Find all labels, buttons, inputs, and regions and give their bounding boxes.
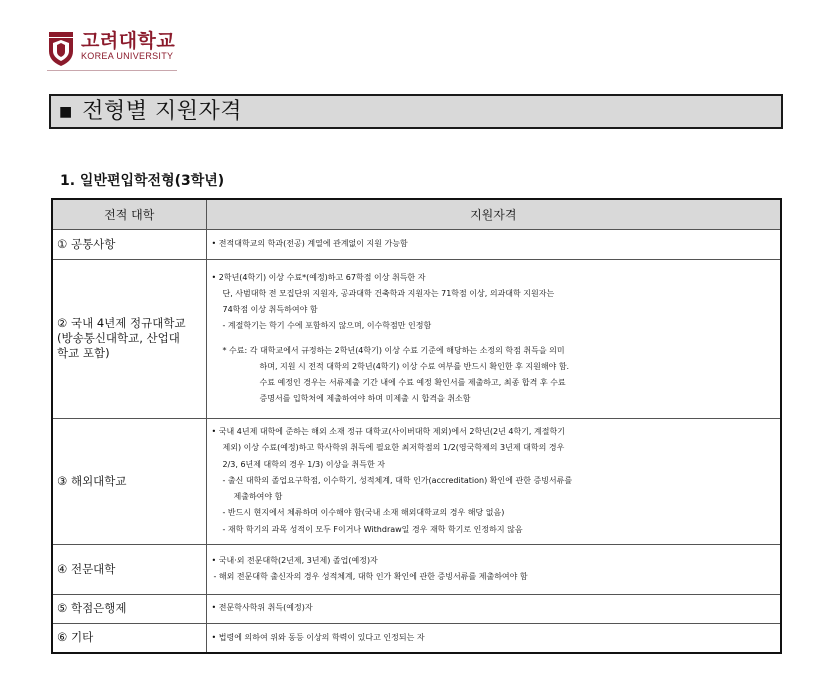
row-requirement	[206, 229, 781, 259]
row-category	[52, 623, 206, 653]
korea-university-logo	[47, 31, 175, 69]
table-row	[52, 259, 781, 418]
row-category	[52, 418, 206, 544]
square-bullet-icon: ■	[59, 103, 73, 120]
column-header-requirement: 지원자격	[206, 199, 781, 229]
row-category	[52, 259, 206, 418]
requirement-line: • 전적대학교의 학과(전공) 계열에 관계없이 지원 가능함	[211, 238, 408, 248]
table-row	[52, 418, 781, 544]
logo-korean-name: 고려대학교	[81, 30, 176, 52]
requirement-line: 단, 사범대학 전 모집단위 지원자, 공과대학 건축학과 지원자는 71학점 이상, 의과대학 지원자는	[222, 288, 555, 298]
row-requirement	[206, 544, 781, 594]
row-category	[52, 229, 206, 259]
requirement-line: - 재학 학기의 과목 성적이 모두 F이거나 Withdraw일 경우 재학 학기로 인정하지 않음	[222, 524, 523, 534]
requirement-line: 수료 예정인 경우는 서류제출 기간 내에 수료 예정 확인서를 제출하고, 최종 합격 후 수료	[259, 377, 566, 387]
column-header-category: 전적 대학	[52, 199, 206, 229]
category-line: 학교 포함)	[57, 346, 110, 360]
category-line: ① 공통사항	[57, 236, 116, 251]
table-row	[52, 229, 781, 259]
category-line: (방송통신대학교, 산업대	[57, 331, 180, 345]
table-row	[52, 544, 781, 594]
requirement-line: 2/3, 6년제 대학의 경우 1/3) 이상을 취득한 자	[222, 459, 385, 469]
category-line: ⑤ 학점은행제	[57, 601, 127, 615]
requirement-line: 하며, 지원 시 전적 대학의 2학년(4학기) 이상 수료 여부를 반드시 확인한 후 지원해야 함.	[259, 361, 570, 371]
category-line: ⑥ 기타	[57, 630, 94, 645]
row-requirement	[206, 418, 781, 544]
category-line: ③ 해외대학교	[57, 473, 127, 488]
spacer	[212, 335, 777, 343]
requirement-line: • 국내·외 전문대학(2년제, 3년제) 졸업(예정)자	[211, 555, 378, 565]
university-crest-icon	[47, 31, 75, 67]
requirement-line: 제외) 이상 수료(예정)하고 학사학위 취득에 필요한 최저학점의 1/2(영국학제의 3년제 대학의 경우	[222, 443, 565, 453]
table-row	[52, 594, 781, 623]
subheading: 1. 일반편입학전형(3학년)	[60, 173, 225, 189]
row-category	[52, 544, 206, 594]
logo-divider	[47, 70, 177, 71]
requirement-line: - 계절학기는 학기 수에 포함하지 않으며, 이수학점만 인정함	[222, 321, 432, 331]
requirement-line: • 전문학사학위 취득(예정)자	[211, 603, 313, 613]
row-category	[52, 594, 206, 623]
requirement-line: • 2학년(4학기) 이상 수료*(예정)하고 67학점 이상 취득한 자	[211, 272, 426, 282]
requirement-line: - 해외 전문대학 출신자의 경우 성적체계, 대학 인가 확인에 관한 증빙서류를 제출하여야 함	[213, 572, 528, 581]
table-row	[52, 623, 781, 653]
requirement-line: - 출신 대학의 졸업요구학점, 이수학기, 성적체계, 대학 인가(accreditation) 확인에 관한 증빙서류를	[222, 475, 573, 485]
category-line: ④ 전문대학	[57, 561, 116, 576]
requirement-line: • 법령에 의하여 위와 동등 이상의 학력이 있다고 인정되는 자	[211, 632, 425, 642]
logo-english-name: KOREA UNIVERSITY	[81, 51, 174, 61]
requirement-line: • 국내 4년제 대학에 준하는 해외 소재 정규 대학교(사이버대학 제외)에서 2학년(2년 4학기, 계절학기	[211, 427, 565, 437]
requirement-line: - 반드시 현지에서 체류하며 이수해야 함(국내 소재 해외대학교의 경우 해당 없음)	[222, 508, 505, 518]
requirement-line: 제출하여야 함	[233, 492, 283, 502]
category-line: ② 국내 4년제 정규대학교	[57, 316, 186, 330]
section-title: 전형별 지원자격	[82, 98, 242, 124]
eligibility-table	[51, 198, 782, 654]
row-requirement	[206, 623, 781, 653]
requirement-line: * 수료: 각 대학교에서 규정하는 2학년(4학기) 이상 수료 기준에 해당하는 소정의 학점 취득을 의미	[222, 345, 565, 355]
requirement-line: 증명서를 입학처에 제출하여야 하며 미제출 시 합격을 취소함	[259, 394, 471, 404]
section-header	[49, 94, 783, 129]
table-header-row	[52, 199, 781, 229]
requirement-line: 74학점 이상 취득하여야 함	[222, 305, 318, 315]
row-requirement	[206, 594, 781, 623]
row-requirement	[206, 259, 781, 418]
